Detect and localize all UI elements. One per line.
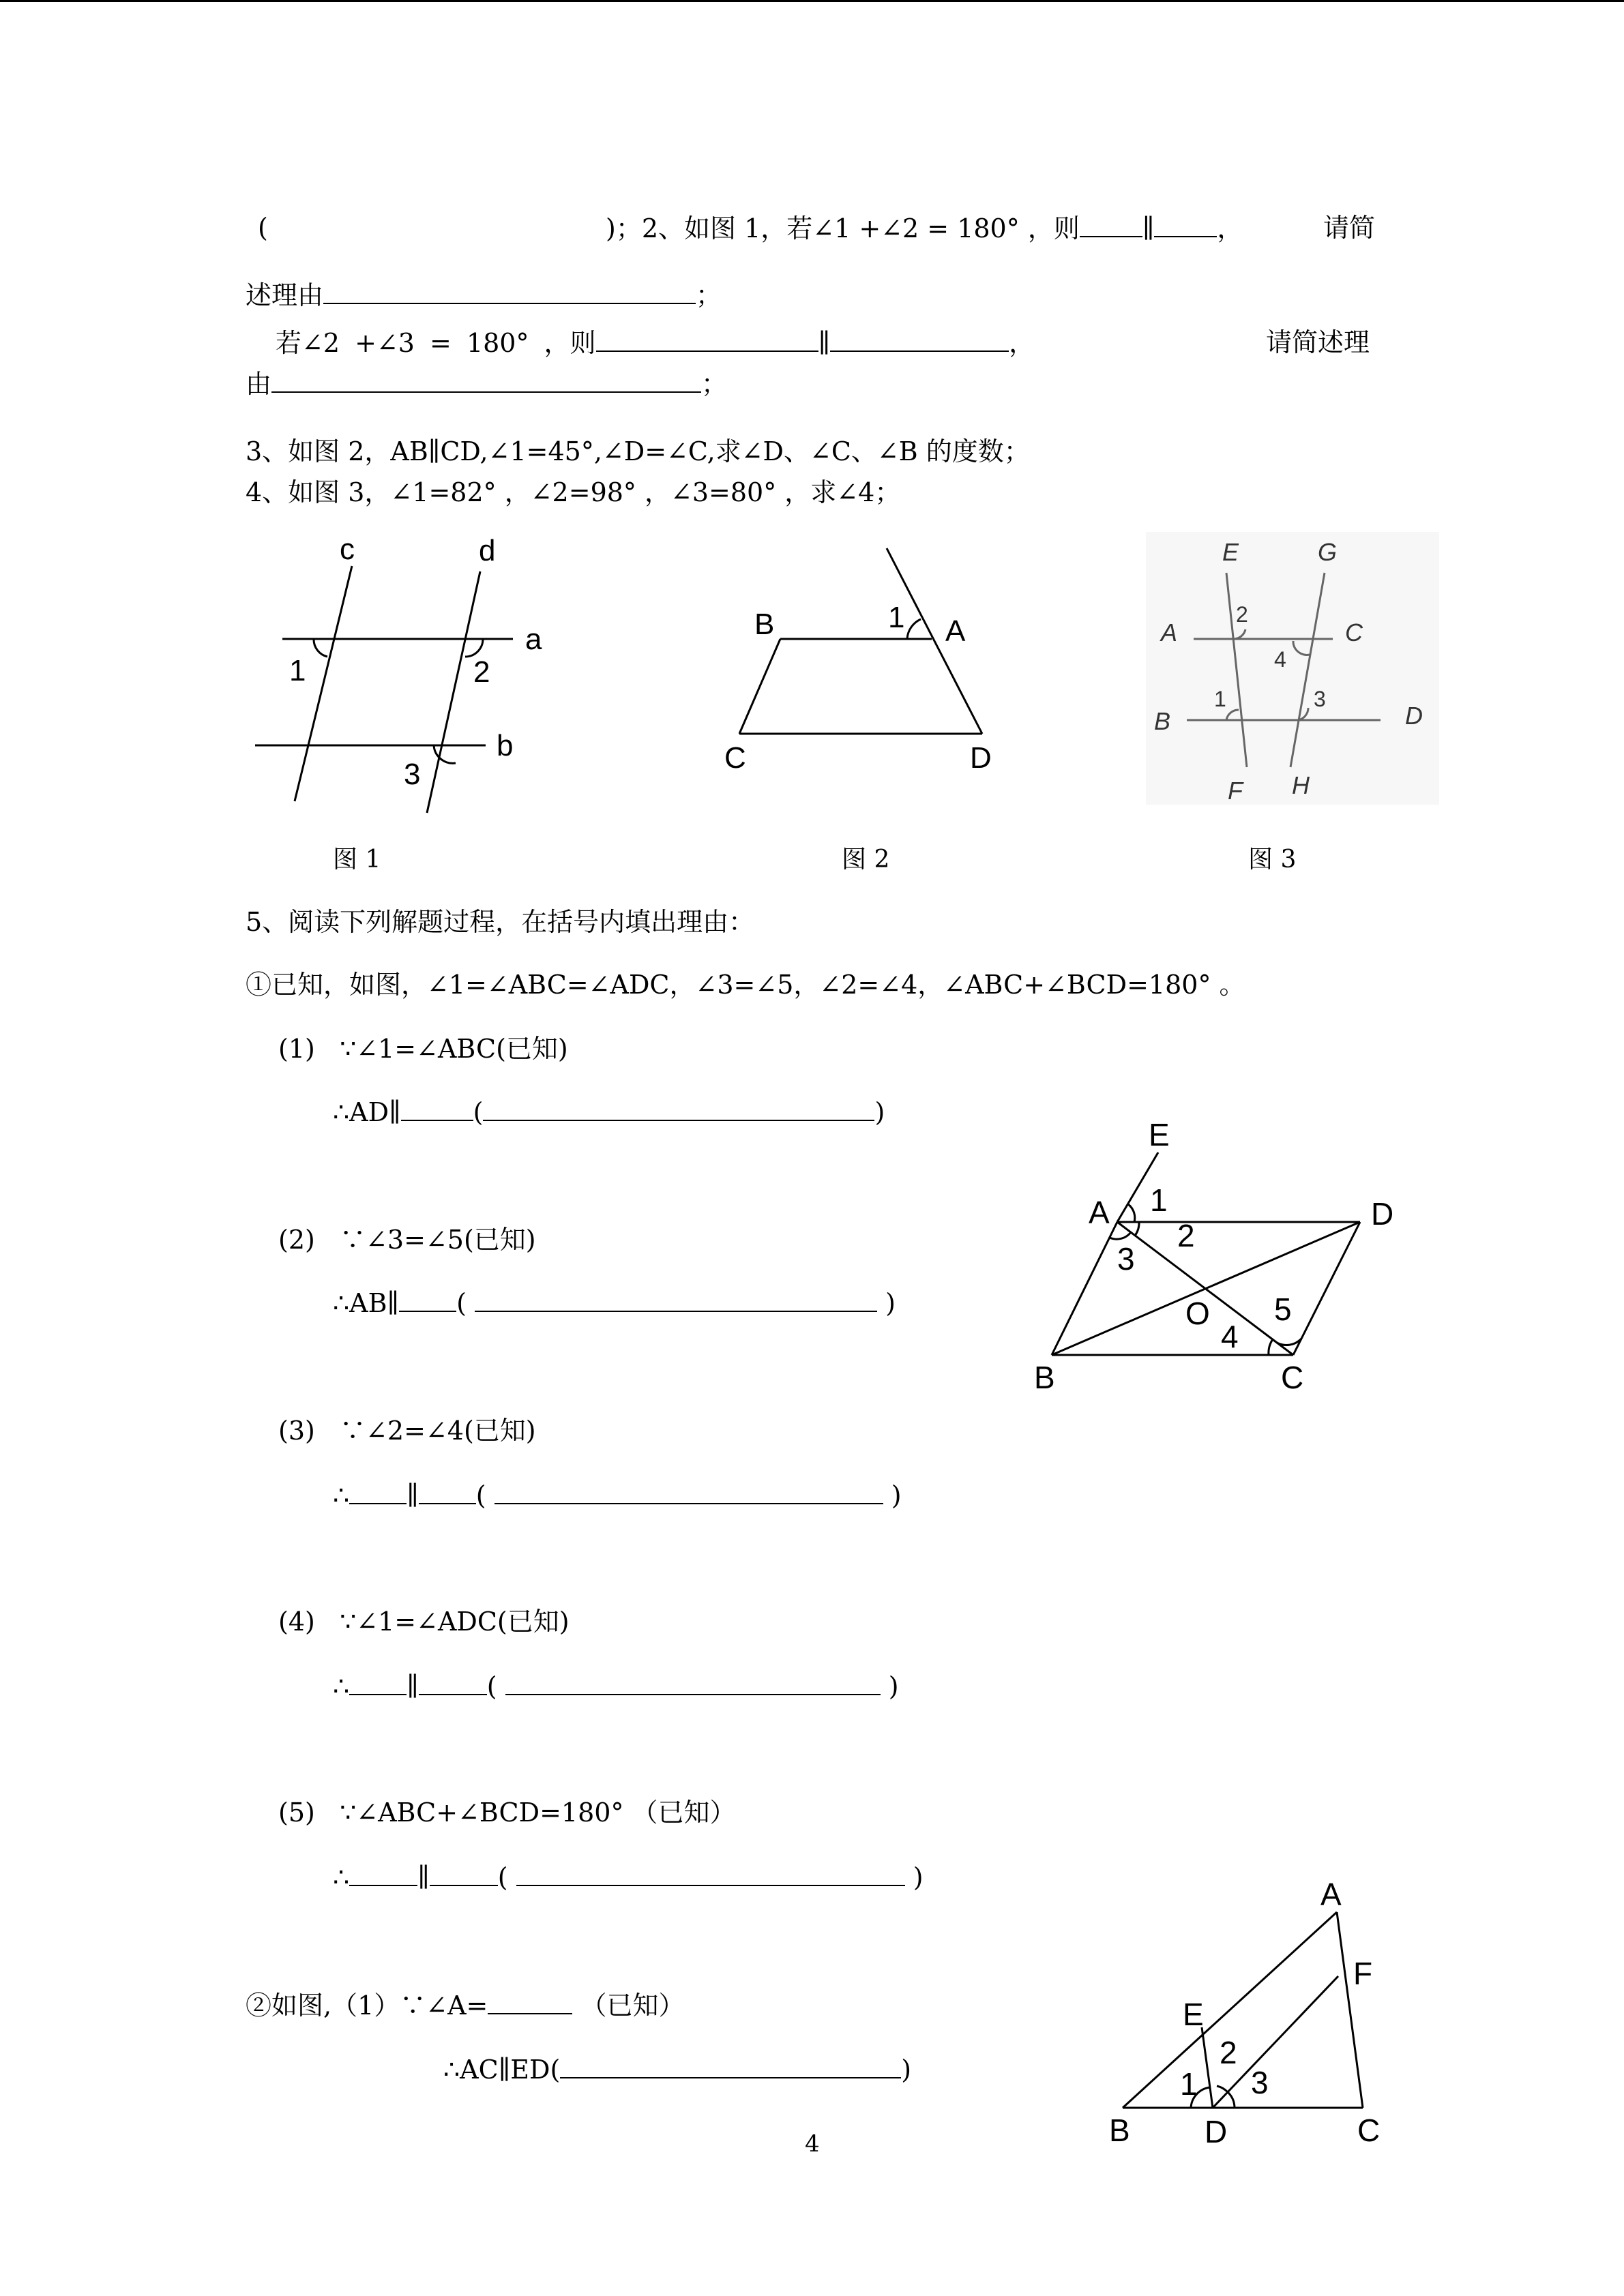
step-4-open: ( [486, 1671, 497, 1701]
step-1-therefore [333, 1097, 885, 1127]
q5-title: 5、阅读下列解题过程，在括号内填出理由： [246, 907, 755, 937]
angle-1-arc [1128, 1204, 1135, 1222]
q6-line-2-prefix: ∴AC∥ED( [443, 2055, 561, 2085]
figure-3-caption: 图 3 [1248, 846, 1297, 874]
segment-cd [1293, 1222, 1360, 1355]
q5-figure [1023, 1105, 1432, 1412]
q2b-blank-2[interactable] [830, 327, 1009, 352]
step-1-therefore-text: ∴AD∥ [333, 1097, 401, 1127]
q2-reason-prefix: 述理由 [246, 280, 324, 310]
step-2-therefore-text: ∴AB∥ [333, 1288, 400, 1318]
step-4-num: (4) [278, 1607, 315, 1637]
figure-1-caption: 图 1 [333, 846, 381, 874]
step-4-blank-1[interactable] [349, 1671, 407, 1695]
step-4-parallel: ∥ [407, 1671, 419, 1701]
step-4-close: ) [888, 1671, 899, 1701]
step-2-close: ) [885, 1288, 896, 1318]
label-E: E [1222, 538, 1239, 566]
q2-reason-suffix: ； [696, 280, 722, 310]
line-through-a [887, 548, 982, 734]
label-2: 2 [1236, 602, 1248, 627]
step-3-blank-1[interactable] [349, 1480, 407, 1504]
q2-blank-2[interactable] [1154, 213, 1217, 237]
label-A: A [1161, 618, 1178, 646]
label-B: B [1154, 707, 1171, 735]
segment-de [1202, 2027, 1213, 2108]
q2b-prefix: 若∠2 +∠3 = 180° ，则 [276, 328, 596, 358]
page-number: 4 [805, 2130, 820, 2158]
step-3-close: ) [891, 1480, 902, 1510]
q6-line-1-prefix: ②如图,（1）∵∠A= [246, 1991, 488, 2021]
q6-line-2-suffix: ) [901, 2055, 912, 2085]
label-D: D [1371, 1196, 1394, 1232]
q6-blank-angle[interactable] [488, 1990, 572, 2014]
angle-4-arc [1269, 1339, 1273, 1355]
label-5: 5 [1274, 1292, 1292, 1327]
step-5-num: (5) [278, 1798, 315, 1828]
step-3-because-text: ∵∠2=∠4(已知) [340, 1416, 536, 1446]
label-O: O [1185, 1296, 1210, 1331]
step-2-reason-blank[interactable] [475, 1287, 877, 1312]
figure-1 [246, 532, 559, 818]
step-3-reason-blank[interactable] [494, 1480, 883, 1504]
label-1: 1 [289, 654, 306, 687]
q2b-reason-prefix: 由 [246, 369, 272, 399]
diagonal-bd [1052, 1222, 1360, 1355]
label-c: c [340, 533, 355, 566]
step-3-open: ( [475, 1480, 486, 1510]
q2-blank-1[interactable] [1080, 213, 1142, 237]
angle-3-arc [1110, 1232, 1131, 1239]
label-3: 3 [1314, 687, 1326, 711]
step-1-num: (1) [278, 1034, 315, 1064]
q1-open-paren: ( [258, 213, 268, 243]
angle-2-arc [465, 639, 483, 657]
angle-2-arc [1135, 1222, 1139, 1236]
label-A: A [945, 614, 966, 648]
step-5-because [278, 1798, 736, 1828]
step-5-blank-1[interactable] [349, 1862, 417, 1886]
label-C: C [1345, 618, 1363, 646]
figure-2 [709, 532, 1023, 777]
label-D: D [1405, 702, 1423, 730]
q2-prefix: )；2、如图 1，若∠1 +∠2 = 180° ，则 [606, 213, 1080, 243]
q2-parallel: ∥ [1142, 213, 1155, 243]
figure-3-background [1146, 532, 1439, 805]
step-2-because-text: ∵∠3=∠5(已知) [340, 1225, 536, 1255]
label-2: 2 [1177, 1218, 1195, 1253]
step-1-because [278, 1034, 568, 1064]
step-1-close: ) [874, 1097, 885, 1127]
segment-ab [1052, 1222, 1117, 1355]
label-D: D [970, 741, 992, 775]
label-3: 3 [404, 758, 421, 791]
step-1-because-text: ∵∠1=∠ABC(已知) [340, 1034, 568, 1064]
angle-3-arc [434, 745, 456, 763]
step-2-because [278, 1225, 536, 1255]
step-2-blank[interactable] [399, 1287, 456, 1312]
step-5-because-text: ∵∠ABC+∠BCD=180° （已知） [340, 1798, 736, 1828]
label-C: C [1357, 2113, 1381, 2148]
label-H: H [1292, 771, 1310, 799]
step-1-reason-blank[interactable] [483, 1097, 874, 1121]
q4-text: 4、如图 3，∠1=82° ，∠2=98° ，∠3=80° ，求∠4； [246, 477, 901, 507]
label-C: C [1281, 1360, 1304, 1395]
step-1-blank[interactable] [401, 1097, 473, 1121]
step-2-open: ( [456, 1288, 467, 1318]
step-4-reason-blank[interactable] [505, 1671, 881, 1695]
angle-2-arc [1217, 2086, 1228, 2092]
q2-comma: ， [1217, 213, 1243, 243]
label-F: F [1228, 777, 1243, 805]
q6-line-2 [443, 2054, 911, 2085]
step-5-open: ( [497, 1862, 508, 1892]
step-4-therefore-text: ∴ [333, 1671, 350, 1701]
step-4-blank-2[interactable] [419, 1671, 487, 1695]
label-2: 2 [473, 655, 490, 689]
step-5-therefore-text: ∴ [333, 1862, 350, 1892]
label-G: G [1318, 538, 1338, 566]
step-5-close: ) [913, 1862, 924, 1892]
label-E: E [1149, 1117, 1170, 1152]
label-D: D [1205, 2114, 1228, 2148]
label-2: 2 [1220, 2035, 1237, 2070]
q2b-suffix: 请简述理 [1266, 327, 1370, 357]
step-5-parallel: ∥ [417, 1862, 430, 1892]
step-2-num: (2) [278, 1225, 315, 1255]
segment-bc [739, 639, 780, 734]
step-4-therefore [333, 1671, 899, 1701]
q5-given: ①已知，如图，∠1=∠ABC=∠ADC，∠3=∠5，∠2=∠4，∠ABC+∠BCD=180° 。 [246, 970, 1245, 1000]
label-B: B [1034, 1360, 1055, 1395]
step-5-blank-2[interactable] [430, 1862, 498, 1886]
step-3-num: (3) [278, 1416, 315, 1446]
step-3-therefore [333, 1480, 902, 1510]
label-1: 1 [1150, 1182, 1168, 1218]
q2b-blank-1[interactable] [596, 327, 818, 352]
step-4-because-text: ∵∠1=∠ADC(已知) [340, 1607, 570, 1637]
q2b-comma: ， [1009, 328, 1035, 358]
label-4: 4 [1274, 647, 1286, 672]
label-A: A [1089, 1195, 1110, 1230]
label-4: 4 [1221, 1319, 1239, 1354]
step-3-therefore-text: ∴ [333, 1480, 350, 1510]
label-b: b [497, 729, 514, 762]
label-E: E [1183, 1997, 1204, 2032]
step-2-therefore [333, 1287, 896, 1318]
label-B: B [754, 608, 775, 641]
label-3: 3 [1251, 2065, 1269, 2100]
label-C: C [724, 741, 746, 775]
figure-3 [1146, 532, 1453, 805]
q2b-line [276, 327, 1035, 358]
q6-line-1-suffix: （已知） [580, 1991, 685, 2021]
label-d: d [479, 534, 496, 567]
label-1: 1 [888, 601, 905, 634]
step-1-open: ( [473, 1097, 484, 1127]
step-3-blank-2[interactable] [419, 1480, 476, 1504]
q2-question-line [606, 213, 1243, 243]
q6-line-1 [246, 1990, 685, 2021]
label-1: 1 [1214, 687, 1226, 711]
angle-1-arc [907, 619, 921, 639]
step-3-because [278, 1416, 536, 1446]
page-top-border [0, 0, 1624, 2]
q2b-reason-line [246, 368, 727, 399]
q6-reason-blank[interactable] [560, 2054, 901, 2078]
step-3-parallel: ∥ [407, 1480, 419, 1510]
q2b-reason-blank[interactable] [271, 368, 701, 393]
label-a: a [525, 623, 542, 656]
segment-ac [1337, 1912, 1363, 2108]
step-5-reason-blank[interactable] [516, 1862, 905, 1886]
angle-1-arc [314, 639, 327, 657]
q2-suffix: 请简 [1323, 213, 1376, 243]
step-4-because [278, 1607, 570, 1637]
q2b-reason-suffix: ； [701, 369, 728, 399]
q3-text: 3、如图 2，AB∥CD,∠1=45°,∠D=∠C,求∠D、∠C、∠B 的度数； [246, 436, 1030, 466]
label-F: F [1353, 1956, 1373, 1991]
q2-reason-line [246, 280, 722, 310]
figure-2-caption: 图 2 [842, 846, 890, 874]
label-1: 1 [1180, 2066, 1198, 2102]
angle-3-arc [1228, 2092, 1235, 2108]
q2-reason-blank[interactable] [323, 280, 696, 304]
q2b-parallel: ∥ [818, 328, 831, 358]
line-d [427, 571, 480, 813]
label-3: 3 [1117, 1241, 1135, 1277]
label-A: A [1320, 1877, 1342, 1912]
label-B: B [1109, 2113, 1130, 2148]
step-5-therefore [333, 1862, 924, 1892]
q6-figure [1091, 1855, 1419, 2148]
